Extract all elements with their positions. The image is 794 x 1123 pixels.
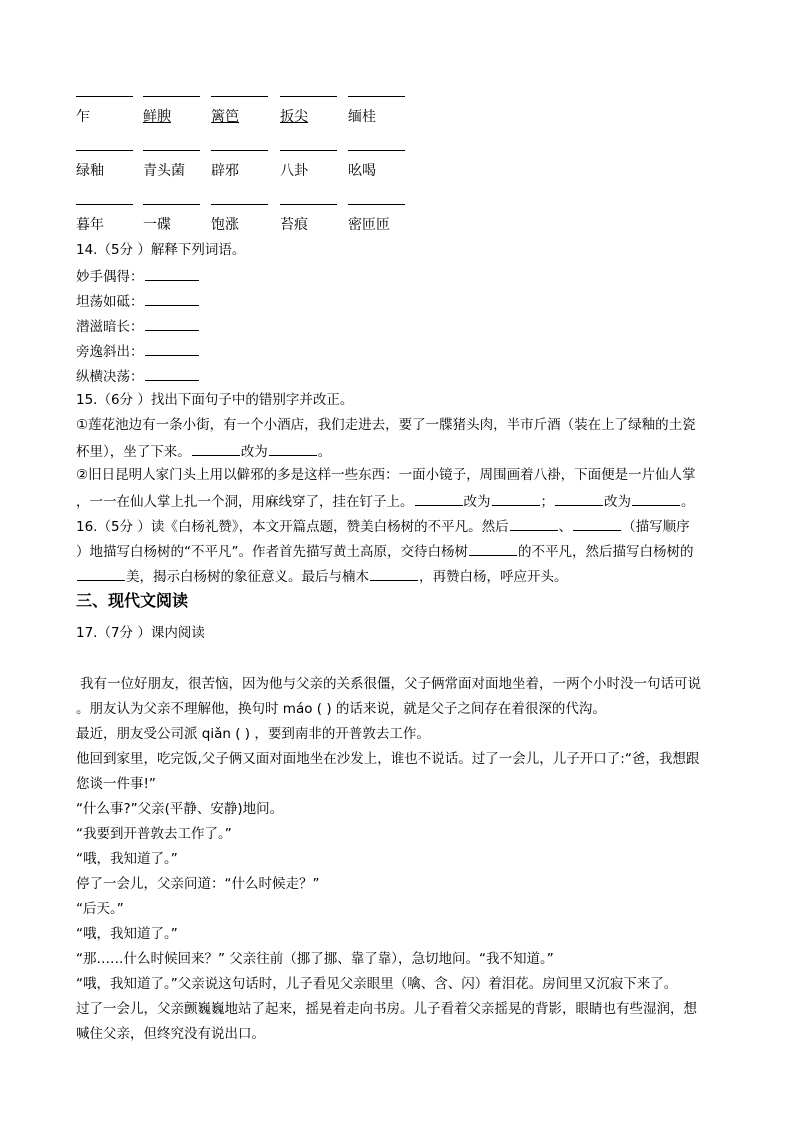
change-to-label: 改为 bbox=[240, 444, 268, 460]
passage-line: 过了一会儿，父亲颤巍巍地站了起来，摇晃着走向书房。儿子看着父亲摇晃的背影，眼睛也有些湿润，想 bbox=[76, 1001, 697, 1017]
answer-blank[interactable] bbox=[492, 491, 540, 506]
section-heading: 三、现代文阅读 bbox=[76, 591, 189, 610]
q16-text: ，再赞白杨，呼应开头。 bbox=[419, 569, 568, 585]
punct: 。 bbox=[681, 494, 695, 510]
q16-line-2 bbox=[76, 541, 694, 561]
passage-line: “哦，我知道了。” bbox=[76, 851, 178, 867]
passage-line: 最近，朋友受公司派 qiǎn ( ) ，要到南非的开普敦去工作。 bbox=[76, 726, 430, 742]
sentence-1-cont bbox=[76, 441, 331, 461]
word: 饱涨 bbox=[211, 217, 239, 233]
passage-line: 您谈一件事!” bbox=[76, 776, 156, 792]
term-row bbox=[76, 266, 200, 286]
sentence-1: ①莲花池边有一条小街，有一个小酒店，我们走进去，要了一牒猪头肉，半市斤酒（装在上了绿釉的土瓷 bbox=[76, 417, 696, 433]
answer-line bbox=[280, 96, 337, 97]
passage-line: 。朋友认为父亲不理解他，换句时 máo ( ) 的话来说，就是父子之间存在着很深的代沟。 bbox=[76, 701, 606, 717]
word: 一碟 bbox=[143, 217, 171, 233]
answer-blank[interactable] bbox=[632, 491, 680, 506]
q16-text: （描写顺序 bbox=[622, 519, 690, 535]
answer-blank[interactable] bbox=[269, 441, 317, 456]
answer-line bbox=[143, 204, 200, 205]
punct: ； bbox=[540, 494, 554, 510]
answer-blank[interactable] bbox=[145, 366, 199, 381]
answer-blank[interactable] bbox=[510, 516, 558, 531]
word: 暮年 bbox=[76, 217, 104, 233]
word: 乍 bbox=[76, 109, 90, 125]
term-row bbox=[76, 316, 200, 336]
answer-blank[interactable] bbox=[415, 491, 463, 506]
word: 辟邪 bbox=[211, 163, 239, 179]
answer-line bbox=[76, 96, 133, 97]
question-title: 17.（7分 ）课内阅读 bbox=[76, 625, 205, 641]
answer-blank[interactable] bbox=[573, 516, 621, 531]
answer-line bbox=[76, 150, 133, 151]
word: 篱笆 bbox=[211, 109, 239, 125]
passage-line: 喊住父亲，但终究没有说出口。 bbox=[76, 1026, 265, 1042]
answer-blank[interactable] bbox=[145, 316, 199, 331]
answer-line bbox=[348, 150, 405, 151]
answer-line bbox=[348, 96, 405, 97]
answer-line bbox=[143, 96, 200, 97]
change-to-label: 改为 bbox=[604, 494, 631, 510]
answer-line bbox=[280, 150, 337, 151]
passage-line: 他回到家里，吃完饭,父子俩又面对面地坐在沙发上，谁也不说话。过了一会儿，儿子开口了:“爸，我想跟 bbox=[76, 751, 700, 767]
passage-line: “什么事?”父亲(平静、安静)地问。 bbox=[76, 801, 284, 817]
question-title: 14.（5分 ）解释下列词语。 bbox=[76, 242, 246, 258]
sentence-text: ，一一在仙人掌上扎一个洞，用麻线穿了，挂在钉子上。 bbox=[76, 494, 414, 510]
term-label: 妙手偶得： bbox=[76, 269, 144, 285]
term-label: 纵横决荡： bbox=[76, 369, 144, 385]
punct: 、 bbox=[558, 519, 573, 535]
sentence-2-cont bbox=[76, 491, 695, 511]
change-to-label: 改为 bbox=[463, 494, 491, 510]
q16-text: 16.（5分 ）读《白杨礼赞》，本文开篇点题，赞美白杨树的不平凡。然后 bbox=[76, 519, 509, 535]
word: 青头菌 bbox=[143, 163, 185, 179]
answer-line bbox=[76, 204, 133, 205]
term-row bbox=[76, 341, 200, 361]
word: 缅桂 bbox=[348, 109, 376, 125]
term-label: 潜滋暗长： bbox=[76, 319, 144, 335]
word: 绿釉 bbox=[76, 163, 104, 179]
term-row bbox=[76, 291, 200, 311]
punct: 。 bbox=[317, 444, 332, 460]
word: 八卦 bbox=[280, 163, 308, 179]
answer-line bbox=[211, 150, 268, 151]
passage-line: 停了一会儿，父亲问道：“什么时候走？” bbox=[76, 876, 320, 892]
word: 扳尖 bbox=[280, 109, 308, 125]
word: 密匝匝 bbox=[348, 217, 390, 233]
question-title: 15.（6分 ）找出下面句子中的错别字并改正。 bbox=[76, 392, 354, 408]
q16-text: ）地描写白杨树的“不平凡”。作者首先描写黄土高原，交待白杨树 bbox=[76, 544, 468, 560]
q16-text: 的不平凡，然后描写白杨树的 bbox=[518, 544, 694, 560]
passage-line: “后天。” bbox=[76, 901, 124, 917]
answer-blank[interactable] bbox=[555, 491, 603, 506]
passage-line: “哦，我知道了。”父亲说这句话时，儿子看见父亲眼里（噙、含、闪）着泪花。房间里又沉寂下来了。 bbox=[76, 976, 678, 992]
answer-blank[interactable] bbox=[77, 566, 125, 581]
answer-blank[interactable] bbox=[370, 566, 418, 581]
term-row bbox=[76, 366, 200, 386]
answer-line bbox=[143, 150, 200, 151]
answer-line bbox=[211, 96, 268, 97]
q16-text: 美，揭示白杨树的象征意义。最后与楠木 bbox=[126, 569, 369, 585]
q16-line-3 bbox=[76, 566, 568, 586]
sentence-text: 杯里），坐了下来。 bbox=[76, 444, 191, 460]
word: 鲜腴 bbox=[143, 109, 171, 125]
word: 苔痕 bbox=[280, 217, 308, 233]
reading-passage bbox=[76, 672, 726, 1047]
passage-line: “那……什么时候回来？” 父亲往前（挪了挪、靠了靠），急切地问。“我不知道。” bbox=[76, 951, 554, 967]
term-label: 旁逸斜出： bbox=[76, 344, 144, 360]
answer-blank[interactable] bbox=[469, 541, 517, 556]
answer-blank[interactable] bbox=[192, 441, 240, 456]
answer-blank[interactable] bbox=[145, 266, 199, 281]
word: 吆喝 bbox=[348, 163, 376, 179]
answer-line bbox=[280, 204, 337, 205]
q16-line-1 bbox=[76, 516, 690, 536]
answer-line bbox=[211, 204, 268, 205]
term-label: 坦荡如砥： bbox=[76, 294, 144, 310]
answer-blank[interactable] bbox=[145, 291, 199, 306]
passage-line: “哦，我知道了。” bbox=[76, 926, 178, 942]
answer-line bbox=[348, 204, 405, 205]
answer-blank[interactable] bbox=[145, 341, 199, 356]
passage-line: “我要到开普敦去工作了。” bbox=[76, 826, 232, 842]
sentence-2: ②旧日昆明人家门头上用以僻邪的多是这样一些东西：一面小镜子，周围画着八褂，下面便是一片仙人掌 bbox=[76, 467, 696, 483]
passage-line: 我有一位好朋友，很苦恼，因为他与父亲的关系很僵，父子俩常面对面地坐着，一两个小时没一句话可说 bbox=[80, 676, 701, 692]
